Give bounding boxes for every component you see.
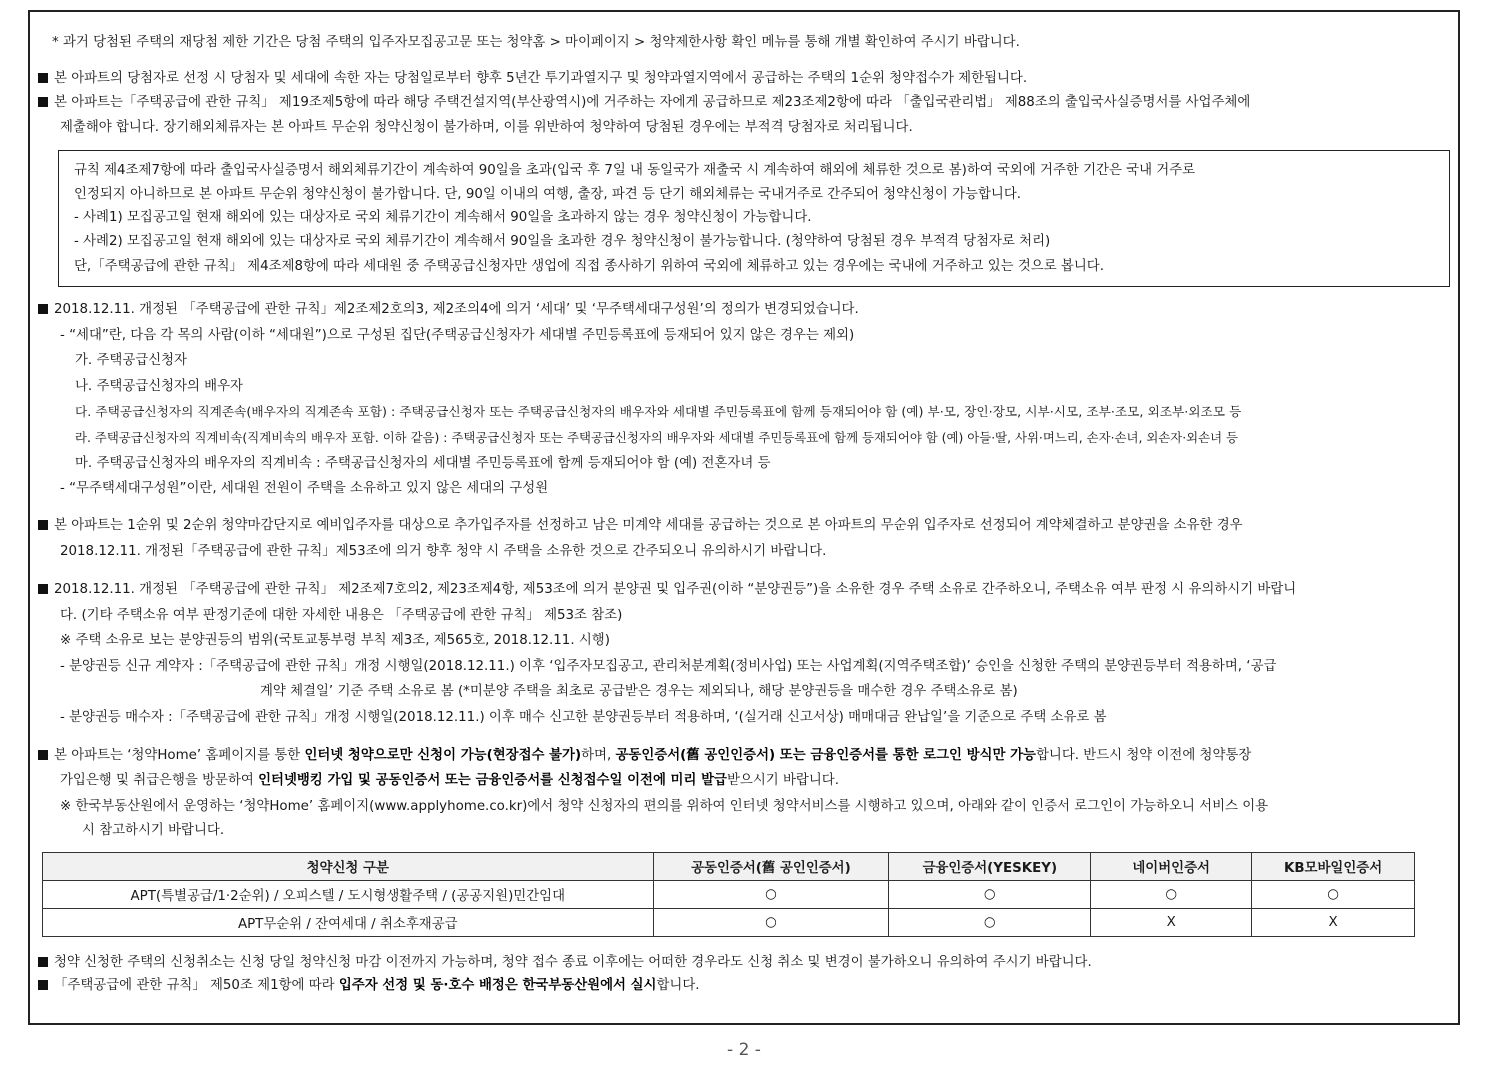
note-region: 본 아파트는「주택공급에 관한 규칙」 제19조제5항에 따라 해당 주택건설지역(부산광역시)에 거주하는 자에게 공급하므로 제23조제2항에 따라 「출입국관리법」 제88조의 출입국사실증명서를 사업주체에	[38, 94, 1250, 112]
table-cell: X	[1252, 909, 1415, 937]
table-cell: APT(특별공급/1·2순위) / 오피스텔 / 도시형생활주택 / (공공지원)민간임대	[43, 881, 654, 909]
presale-note: 본 아파트는 1순위 및 2순위 청약마감단지로 예비입주자를 대상으로 추가입주자를 선정하고 남은 미계약 세대를 공급하는 것으로 본 아파트의 무순위 입주자로 선정되어 계약체결하고 분양권을 소유한 경우	[38, 517, 1243, 535]
household-line: 나. 주택공급신청자의 배우자	[75, 379, 243, 394]
household-definition: 2018.12.11. 개정된 「주택공급에 관한 규칙」제2조제2호의3, 제2조의4에 의거 ‘세대’ 및 ‘무주택세대구성원’의 정의가 변경되었습니다.	[38, 301, 859, 319]
note-rewin-period: * 과거 당첨된 주택의 재당첨 제한 기간은 당첨 주택의 입주자모집공고문 또는 청약홈 > 마이페이지 > 청약제한사항 확인 메뉴를 통해 개별 확인하여 주시기 바랍니다.	[52, 35, 1020, 50]
cancel-note: 청약 신청한 주택의 신청취소는 신청 당일 청약신청 마감 이전까지 가능하며, 청약 접수 종료 이후에는 어떠한 경우라도 신청 취소 및 변경이 불가하오니 유의하여 주시기 바랍니다.	[38, 954, 1092, 972]
table-cell: ○	[889, 909, 1091, 937]
page-number: - 2 -	[727, 1040, 761, 1060]
table-header-cell: 금융인증서(YESKEY)	[889, 853, 1091, 881]
bullet-square-icon	[38, 97, 48, 107]
online-apply-note: 본 아파트는 ‘청약Home’ 홈페이지를 통한 인터넷 청약으로만 신청이 가능(현장접수 불가)하며, 공동인증서(舊 공인인증서) 또는 금융인증서를 통한 로그인 방식만 가능합니다. 반드시 청약 이전에 청약통장	[38, 747, 1251, 765]
table-cell: ○	[653, 909, 889, 937]
applyhome-note: ※ 한국부동산원에서 운영하는 ‘청약Home’ 홈페이지(www.applyhome.co.kr)에서 청약 신청자의 편의를 위하여 인터넷 청약서비스를 시행하고 있으며, 아래와 같이 인증서 로그인이 가능하오니 서비스 이용	[60, 799, 1269, 814]
box-line-4: - 사례2) 모집공고일 현재 해외에 있는 대상자로 국외 체류기간이 계속해서 90일을 초과한 경우 청약신청이 불가능합니다. (청약하여 당첨된 경우 부적격 당첨자로 처리)	[74, 234, 1051, 249]
household-line: 다. 주택공급신청자의 직계존속(배우자의 직계존속 포함) : 주택공급신청자 또는 주택공급신청자의 배우자와 세대별 주민등록표에 함께 등재되어야 함 (예) 부·모, 장인·장모, 시부·시모, 조부·조모, 외조부·외조모 등	[75, 404, 1242, 419]
household-line: - “무주택세대구성원”이란, 세대원 전원이 주택을 소유하고 있지 않은 세대의 구성원	[60, 481, 549, 496]
box-line-5: 단,「주택공급에 관한 규칙」 제4조제8항에 따라 세대원 중 주택공급신청자만 생업에 직접 종사하기 위하여 국외에 체류하고 있는 경우에는 국내에 거주하고 있는 것으로 봅니다.	[74, 259, 1104, 274]
household-line: 마. 주택공급신청자의 배우자의 직계비속 : 주택공급신청자의 세대별 주민등록표에 함께 등재되어야 함 (예) 전혼자녀 등	[75, 456, 771, 471]
certificate-table	[42, 852, 1415, 937]
bullet-square-icon	[38, 957, 48, 967]
note-restriction: 본 아파트의 당첨자로 선정 시 당첨자 및 세대에 속한 자는 당첨일로부터 향후 5년간 투기과열지구 및 청약과열지역에서 공급하는 주택의 1순위 청약접수가 제한됩니다.	[38, 70, 1027, 88]
applyhome-note-cont: 시 참고하시기 바랍니다.	[82, 823, 225, 838]
bullet-square-icon	[38, 584, 48, 594]
note-region-cont: 제출해야 합니다. 장기해외체류자는 본 아파트 무순위 청약신청이 불가하며, 이를 위반하여 청약하여 당첨된 경우에는 부적격 당첨자로 처리됩니다.	[60, 120, 913, 135]
table-cell: ○	[1091, 881, 1252, 909]
table-cell: ○	[1252, 881, 1415, 909]
bullet-square-icon	[38, 750, 48, 760]
table-cell: APT무순위 / 잔여세대 / 취소후재공급	[43, 909, 654, 937]
table-cell: ○	[889, 881, 1091, 909]
table-row	[43, 881, 1415, 909]
bullet-square-icon	[38, 980, 48, 990]
presale-new-contractor: - 분양권등 신규 계약자 :「주택공급에 관한 규칙」개정 시행일(2018.12.11.) 이후 ‘입주자모집공고, 관리처분계획(정비사업) 또는 사업계획(지역주택조합)’ 승인을 신청한 주택의 분양권등부터 적용하며, ‘공급	[60, 659, 1277, 674]
presale-buyer: - 분양권등 매수자 :「주택공급에 관한 규칙」개정 시행일(2018.12.11.) 이후 매수 신고한 분양권등부터 적용하며, ‘(실거래 신고서상) 매매대금 완납일’을 기준으로 주택 소유로 봄	[60, 710, 1107, 725]
presale-new-contractor-cont: 계약 체결일’ 기준 주택 소유로 봄 (*미분양 주택을 최초로 공급받은 경우는 제외되나, 해당 분양권등을 매수한 경우 주택소유로 봄)	[260, 684, 1018, 699]
presale-rights-cont: 다. (기타 주택소유 여부 판정기준에 대한 자세한 내용은 「주택공급에 관한 규칙」 제53조 참조)	[60, 608, 623, 623]
selection-note: 「주택공급에 관한 규칙」 제50조 제1항에 따라 입주자 선정 및 동·호수 배정은 한국부동산원에서 실시합니다.	[38, 977, 700, 995]
bullet-square-icon	[38, 304, 48, 314]
household-line: 라. 주택공급신청자의 직계비속(직계비속의 배우자 포함. 이하 같음) : 주택공급신청자 또는 주택공급신청자의 배우자와 세대별 주민등록표에 함께 등재되어야 함 (예) 아들·딸, 사위·며느리, 손자·손녀, 외손자·외손녀 등	[75, 430, 1239, 445]
table-cell: X	[1091, 909, 1252, 937]
bullet-square-icon	[38, 520, 48, 530]
table-header-cell: KB모바일인증서	[1252, 853, 1415, 881]
bullet-square-icon	[38, 73, 48, 83]
online-apply-cont: 가입은행 및 취급은행을 방문하여 인터넷뱅킹 가입 및 공동인증서 또는 금융인증서를 신청접수일 이전에 미리 발급받으시기 바랍니다.	[60, 773, 839, 788]
household-line: 가. 주택공급신청자	[75, 353, 187, 368]
presale-rights-note: 2018.12.11. 개정된 「주택공급에 관한 규칙」 제2조제7호의2, 제23조제4항, 제53조에 의거 분양권 및 입주권(이하 “분양권등”)을 소유한 경우 주택 소유로 간주하오니, 주택소유 여부 판정 시 유의하시기 바랍니	[38, 581, 1296, 599]
table-cell: ○	[653, 881, 889, 909]
table-header-cell: 청약신청 구분	[43, 853, 654, 881]
box-line-3: - 사례1) 모집공고일 현재 해외에 있는 대상자로 국외 체류기간이 계속해서 90일을 초과하지 않는 경우 청약신청이 가능합니다.	[74, 210, 812, 225]
table-header-cell: 네이버인증서	[1091, 853, 1252, 881]
table-header-row	[43, 853, 1415, 881]
table-header-cell: 공동인증서(舊 공인인증서)	[653, 853, 889, 881]
box-line-2: 인정되지 아니하므로 본 아파트 무순위 청약신청이 불가합니다. 단, 90일 이내의 여행, 출장, 파견 등 단기 해외체류는 국내거주로 간주되어 청약신청이 가능합니다.	[74, 187, 1022, 202]
table-row	[43, 909, 1415, 937]
box-line-1: 규칙 제4조제7항에 따라 출입국사실증명서 해외체류기간이 계속하여 90일을 초과(입국 후 7일 내 동일국가 재출국 시 계속하여 해외에 체류한 것으로 봄)하여 국외에 거주한 기간은 국내 거주로	[74, 163, 1196, 178]
presale-scope: ※ 주택 소유로 보는 분양권등의 범위(국토교통부령 부칙 제3조, 제565호, 2018.12.11. 시행)	[60, 633, 610, 648]
presale-note-cont: 2018.12.11. 개정된「주택공급에 관한 규칙」제53조에 의거 향후 청약 시 주택을 소유한 것으로 간주되오니 유의하시기 바랍니다.	[60, 544, 827, 559]
household-line: - “세대”란, 다음 각 목의 사람(이하 “세대원”)으로 구성된 집단(주택공급신청자가 세대별 주민등록표에 등재되어 있지 않은 경우는 제외)	[60, 328, 855, 343]
